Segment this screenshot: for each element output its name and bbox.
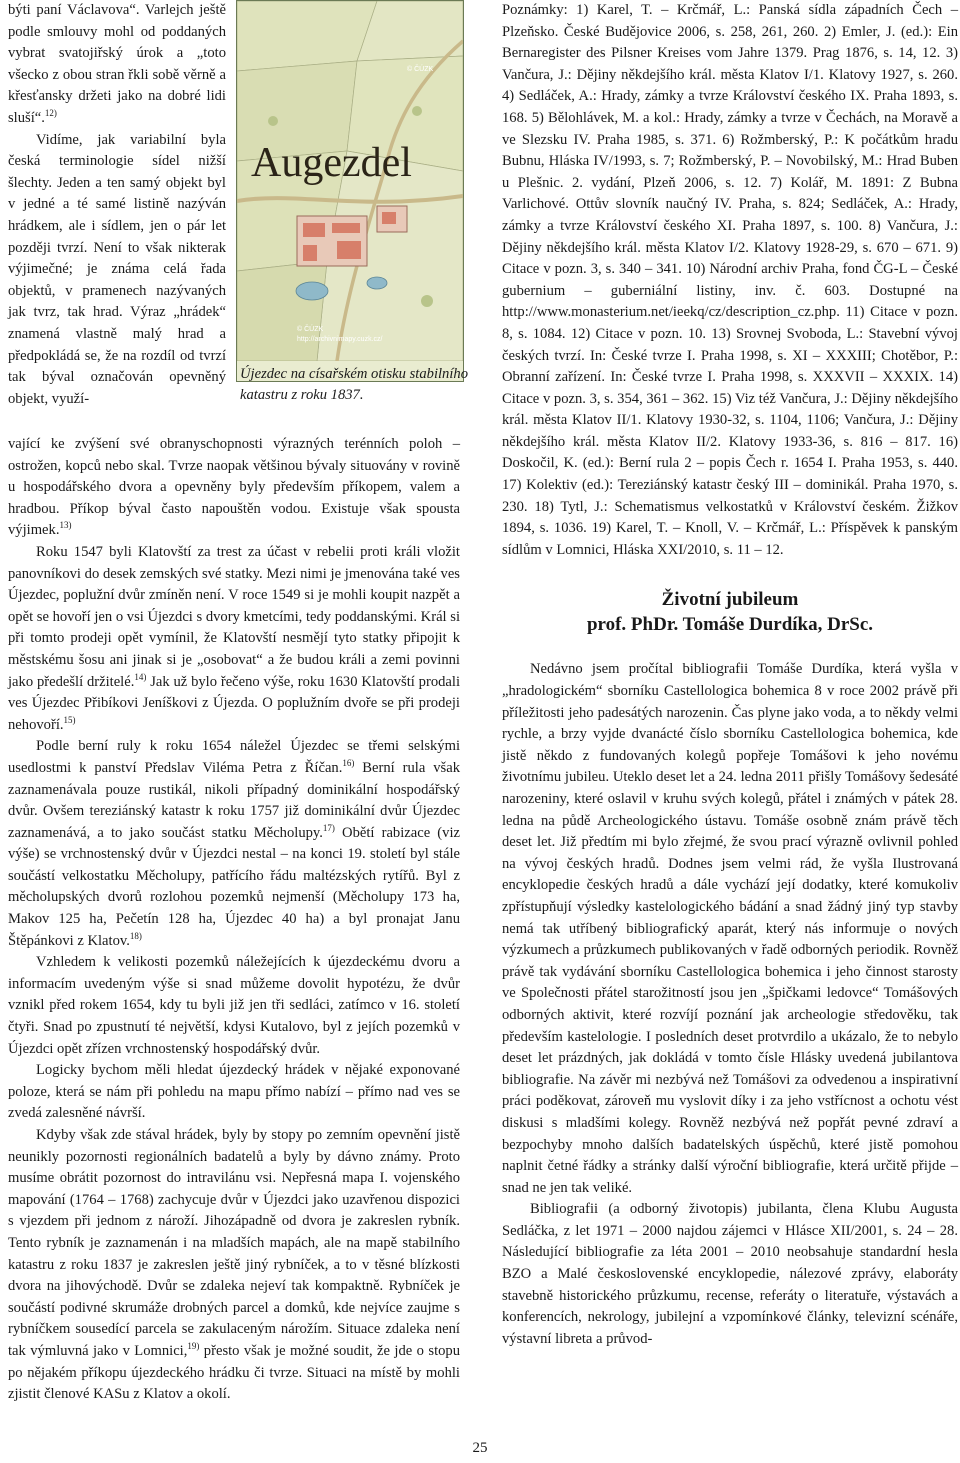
- paragraph-text: Vidíme, jak variabilní byla česká terminologie sídel nižší šlechty. Jeden a ten samý objekt byl v jedné a té samé listině nazýván hrádkem, ale i sídlem, jen o pár let později tvrzí. Není to však nikterak výjimečné; je známa celá řada objektů, v pramenech nazývaných jak tvrz, tak hrad. Výraz „hrádek“ znamená vlastně malý hrad a předpokládá se, že na rozdíl od tvrzí tak býval označován opevněný objekt, využí-: [8, 131, 226, 407]
- paragraph: [8, 1060, 460, 1125]
- right-column: [502, 0, 958, 1350]
- footnote-ref: 19): [187, 1341, 200, 1352]
- paragraph: [8, 952, 460, 1060]
- paragraph: [8, 542, 460, 736]
- map-watermark: © ČÚZK: [407, 66, 434, 73]
- heading-line: prof. PhDr. Tomáše Durdíka, DrSc.: [586, 614, 874, 636]
- paragraph: Bibliografii (a odborný životopis) jubilanta, člena Klubu Augusta Sedláčka, z let 1971 – 2000 najdou zájemci v Hlásce XII/2001, s. 24 – 28. Následující bibliografie za léta 2001 – 2010 neobsahuje standardní hesla BZO a Malé československé encyklopedie, nálezové zprávy, elaboráty stavebně historického průzkumu, recense, referáty o literatuře, výstavách a konferencích, nekrology, jubilejní a vzpomínkové články, televizní scénáře, výstavní libreta a průvod-: [502, 1201, 958, 1347]
- footnote-ref: 13): [59, 520, 72, 531]
- footnote-ref: 17): [322, 822, 335, 833]
- paragraph-text: vající ke zvýšení své obranyschopnosti výrazných terénních poloh – ostrožen, kopců nebo skal. Tvrze naopak většinou bývaly situovány v rovině u hospodářského dvora a opevněny byly především příkopem, valem a hradbou. Příkop býval často napouštěn vodou. Existuje však spousta výjimek.: [8, 436, 460, 539]
- page-number: 25: [472, 1440, 488, 1456]
- paragraph-text: býti paní Václavova“. Varlejch ještě podle smlouvy mohl od poddaných vybrat svatojiřský úrok a „toto všecko z obou stran řkli sobě věrně a křesťansky držeti jako na dobré lidi sluší“.: [8, 2, 226, 126]
- map-label: Augezdel: [251, 140, 412, 186]
- footnote-ref: 12): [44, 108, 57, 119]
- notes-text: Poznámky: 1) Karel, T. – Krčmář, L.: Panská sídla západních Čech – Plzeňsko. České Budějovice 2006, s. 258, 261, 260. 2) Emler, J. (ed.): Ein Bernaregister des Pilsner Kreises vom Jahre 1379. Prag 1876, s. 14, 12. 3) Vančura, J.: Dějiny někdejšího král. města Klatov I/1. Klatovy 1927, s. 260. 4) Sedláček, A.: Hrady, zámky a tvrze Království českého IX. Praha 1893, s. 168. 5) Bělohlávek, M. a kol.: Hrady, zámky a tvrze v Čechách, na Moravě a ve Slezsku IV. Praha 1985, s. 371. 6) Rožmberský, P.: K počátkům hradu Bubnu, Hláska IV/1993, s. 7; Rožmberský, P. – Novobilský, M.: Hrad Buben u Plešnic. 2. vydání, Plzeň 2006, s. 12. 7) Kolář, M. 1891: Z Bubna Varlichové. Ottův slovník naučný IV. Praha, s. 824; Sedláček, A.: Hrady, zámky a tvrze Království českého XI. Praha 1897, s. 100. 8) Vančura, J.: Dějiny někdejšího král. města Klatov I/2. Klatovy 1928-29, s. 670 – 671. 9) Citace v pozn. 3, s. 340 – 341. 10) Národní archiv Praha, fond ČG-L – České gubernium – guberniální listiny, inv. č. 603. Dostupné na http://www.monasterium.net/ieekq/cz/description_cz.php. 11) Citace v pozn. 8, s. 1084. 12) Citace v pozn. 10. 13) Srovnej Svoboda, L.: Stavební vývoj českých tvrzí. In: České tvrze I. Praha 1998, s. XI – XXXIII; Chotěbor, P.: Obranní zařízení. In: České tvrze I. Praha 1998, s. XXXVII – XXXIX. 14) Citace v pozn. 3, s. 354, 361 – 362. 15) Viz též Vančura, J.: Dějiny někdejšího král. města Klatov II/1. Klatovy 1930-32, s. 1104, 1106; Vančura, J.: Dějiny někdejšího král. města Klatov II/2. Klatovy 1933-36, s. 816 – 817. 16) Doskočil, K. (ed.): Berní rula 2 – popis Čech r. 1654 I. Praha 1953, s. 440. 17) Kolektiv (ed.): Tereziánský katastr český III – dominikál. Praha 1970, s. 230. 18) Tytl, J.: Schematismus velkostatků v Království českém. Žižkov 1894, s. 1036. 19) Karel, T. – Knoll, V. – Krčmář, L.: Příspěvek k panským sídlům v Lomnici, Hláska XXI/2010, s. 11 – 12.: [502, 2, 958, 558]
- left-column: [8, 0, 468, 1406]
- footnote-ref: 14): [134, 671, 147, 682]
- narrow-text: [8, 0, 226, 410]
- paragraph-text: Berní rula však zaznamenávala pouze rustikál, nikoli případný dominikální hospodářský dvůr. Ovšem tereziánský katastr k roku 1757 již dominikální dvůr Újezdec zaznamenává, a to jako součást statku Měcholupy.: [8, 759, 460, 841]
- map-watermark-url: http://archivnimapy.cuzk.cz/: [297, 336, 383, 343]
- article-heading: [502, 587, 958, 637]
- paragraph: [8, 1125, 460, 1406]
- map-image: [237, 1, 463, 361]
- footnote-ref: 16): [342, 758, 355, 769]
- paragraph-text: přesto však je možné soudit, že jde o stopu po nějakém příkopu újezdeckého hrádku či tvrze. Situaci na místě by mohli zjistit členové KASu z Klatov a okolí.: [8, 1342, 461, 1403]
- paragraph: [8, 130, 226, 411]
- paragraph: Nedávno jsem pročítal bibliografii Tomáše Durdíka, která vyšla v „hradologickém“ sborníku Castellologica bohemica 8 v roce 2002 právě při příležitosti jeho padesátých narozenin. Čas plyne jako voda, a to někdy velmi rychle, a brzy vyjde dvanácté číslo sborníku Castellologica bohemica, kde jistě někdo z fundovaných kolegů popřeje Tomášovi k jeho novému životnímu jubileu. Uteklo deset let a 24. ledna 2011 přišly Tomášovy šedesáté narozeniny, které oslavil v kruhu svých kolegů, přátel i známých v pátek 28. ledna na půdě Archeologického ústavu. Tomáše osobně znám právě těch deset let. Již předtím mi bylo zřejmé, že svou prací výrazně ovlivnil pohled na vývoj českých hradů. Dodnes jsem velmi rád, že vyšla Ilustrovaná encyklopedie českých hradů a dále vychází její dodatky, které komukoliv zpřístupňují výsledky kastelologického bádání a snad žádný jiný typ stavby nemá tak utříbený bibliografický aparát, který nás informuje o nových výzkumech a průzkumech publikovaných v řadě odborných periodik. Rovněž právě tak vydávání sborníku Castellologica bohemica i jeho činnost starosty ve Společnosti přátel starožitností jsou jen „špičkami ledovce“ Tomášových odborných aktivit, které rozvíjí poznání jak archeologie středověku, tak především kastelologie. I posledních deset protvrdilo a ukázalo, že to nebylo deset let prázdných, jak dokládá v tomto čísle Hlásky uvedená jubilantova bibliografie. Na závěr mi nezbývá než Tomášovi za odvedenou a inspirativní práci poděkovat, zároveň mu vyslovit díky i za jeho vstřícnost a ochotu vést diskusi s mladšími kolegy. Rovněž nezbývá než popřát pevné zdraví a bezpochyby mnoho dalších badatelských úspěchů, které jistě pomohou naplnit četné řádky a stránky další výroční bibliografie, která určitě přijde – snad ne jen tak veliké.: [502, 661, 958, 1196]
- cadastral-map-figure: [236, 0, 464, 382]
- map-watermark: © ČÚZK: [297, 326, 324, 333]
- paragraph-text: Jak už bylo řečeno výše, roku 1630 Klatovští prodali ves Újezdec Přibíkovi Jeníškovi z Újezda. O poplužním dvoře se při prodeji nehovoří.: [8, 673, 460, 733]
- footnote-ref: 15): [63, 714, 76, 725]
- top-block: [8, 0, 468, 434]
- paragraph: [8, 0, 226, 130]
- footnote-ref: 18): [129, 930, 142, 941]
- figure-caption: Újezdec na císařském otisku stabilního katastru z roku 1837.: [240, 366, 468, 403]
- paragraph: [8, 736, 460, 952]
- paragraph-text: Obětí rabizace (viz výše) se vrchnostenský dvůr v Újezdci nestal – na konci 19. století byl stále součástí velkostatku Měcholupy, patřícího řádu maltézských rytířů. Byl z měcholupských dvorů rozlohou pozemků nejmenší (Měcholupy 173 ha, Makov 125 ha, Pečetín 128 ha, Újezdec 40 ha) a byl pronajat Janu Štěpánkovi z Klatov.: [8, 824, 460, 949]
- paragraph-text: Podle berní ruly k roku 1654 náležel Újezdec se třemi selskými usedlostmi k panství Předslav Viléma Petra z Říčan.: [8, 738, 460, 776]
- paragraph: [8, 434, 460, 542]
- notes-block: [502, 0, 958, 561]
- paragraph-text: Roku 1547 byli Klatovští za trest za účast v rebelii proti králi vložit panovníkovi do desek zemských své statky. Mezi nimi je jmenována také ves Újezdec, poplužní dvůr zmíněn není. V roce 1549 si je mohli koupit nazpět a opět se hovoří jen o vsi Újezdci s dvory kmetcími, tedy poddanskými. Král si při tomto prodeji opět vymínil, že Klatovští nesmějí tyto statky připojit k městskému šosu ani jinak si je „osobovat“ a že budou králi a zemi povinni jako předešlí držitelé.: [8, 543, 460, 690]
- paragraph-text: Kdyby však zde stával hrádek, byly by stopy po zemním opevnění jistě neunikly pozornosti regionálních badatelů a byly by dávno známy. Proto musíme obrátit pozornost do intravilánu vsi. Nepřesná mapa I. vojenského mapování (1764 – 1768) zachycuje dvůr v Újezdci jako uzavřenou dispozici s vjezdem při jednom z nároží. Jihozápadně od dvora je zakreslen rybník. Tento rybník je zaznamenán i na mladších mapách, ale na mapě stabilního katastru z roku 1837 je zakreslen ještě jiný rybníček, a to v těsné blízkosti dvora na jihovýchodě. Dvůr se zdaleka nejeví tak kompaktně. Rybníček je součástí podivné skrumáže drobných parcel a domků, kde nejvíce zaujme s rybníčkem sousedící parcela se zakulaceným nárožím. Situace zdaleka není tak výmluvná jako v Lomnici,: [8, 1127, 460, 1359]
- paragraph-text: Logicky bychom měli hledat újezdecký hrádek v nějaké exponované poloze, která se nám při pohledu na mapu přímo nabízí – přímo nad ves se zvedá zalesněné návrší.: [8, 1062, 460, 1122]
- paragraph-text: Vzhledem k velikosti pozemků náležejících k újezdeckému dvoru a informacím uvedeným výše si snad můžeme dovolit hypotézu, že dvůr vznikl před rokem 1654, kdy tu byli již jen tři sedláci, zatímco v 16. století čtyři. Snad po zpustnutí té největší, kdysi Kutalovo, byl z jejích pozemků v Újezdci opět zřízen vrchnostenský hospodářský dvůr.: [8, 954, 460, 1057]
- heading-line: Životní jubileum: [661, 589, 799, 611]
